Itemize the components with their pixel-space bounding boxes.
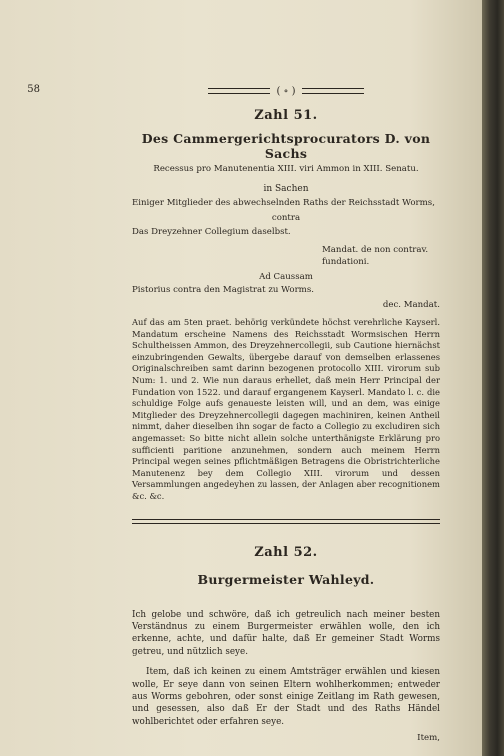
header-ornament: ( ∘ ) [276,85,296,97]
contra-label: contra [271,213,301,223]
header-rule-right [302,88,364,94]
header-rule-left [208,88,270,94]
dec-mandat-note: dec. Mandat. [382,300,440,310]
section-body: Auf das am 5ten praet. behörig verkündete höchst verehrliche Kayserl. Mandatum erscheine Namens des Reichsstadt Wormsischen Herrn Schultheissen Ammon, des Dreyzehnercollegii, sub Cautione hiernächst einzubringenden Gewalts, übergebe darauf von demselben erlassenes Originalschreiben samt darinn bezogenen protocollo XIII. virorum sub Num: 1. und 2. Wie nun daraus erhellet, daß mein Herr Principal der Fundation von 1522. und darauf ergangenem Kayserl. Mandato l. c. die schuldige Folge aufs genaueste leisten will, und an dem, was einige Mitglieder des Dreyzehnercollegii dagegen machiniren, keinen Antheil nimmt, daher dieselben ihn sogar de facto a Collegio zu excludiren sich angemasset: So bitte nicht allein solche unterthänigste Erklärung pro sufficienti paritione anzunehmen, sondern auch meinem Herrn Principal wegen seines pflichtmäßigen Betragens die Obristrichterliche Manutenenz bey dem Collegio XIII. virorum und dessen Versammlungen angedeyhen zu lassen, der Anlagen aber recognitionem &c. &c. [132,317,440,501]
section-body: Ich gelobe und schwöre, daß ich getreulich nach meiner besten Verständnus zu einem Burgermeister erwählen wolle, den ich erkenne, achte, und dafür halte, daß Er gemeiner Stadt Worms getreu, und nützlich seye. [132,609,440,657]
section-number: Zahl 51. [254,108,318,123]
section-number: Zahl 52. [254,544,318,560]
ad-caussam-label: Ad Caussam [259,272,313,282]
party-line: Das Dreyzehner Collegium daselbst. [132,227,291,237]
section-title: Burgermeister Wahleyd. [197,571,375,587]
book-binding [482,0,504,756]
catchword: Item, [417,733,440,744]
party-line: Einiger Mitglieder des abwechselnden Raths der Reichsstadt Worms, [132,198,435,208]
header-ornament-line [132,84,440,98]
page-number: 58 [27,84,40,95]
section-subtitle: Recessus pro Manutenentia XIII. viri Ammon in XIII. Senatu. [153,164,419,174]
section-body: Item, daß ich keinen zu einem Amtsträger erwählen und kiesen wolle, Er seye dann von seinen Eltern wohlherkommen; entweder aus Worms gebohren, oder sonst einige Zeitlang im Rath gewesen, und gesessen, also daß Er der Stadt und des Raths Händel wohlberichtet oder erfahren seye. [132,667,440,727]
section-separator [132,519,440,523]
party-line: Pistorius contra den Magistrat zu Worms. [132,285,314,295]
in-sachen-label: in Sachen [263,184,309,194]
section-title: Des Cammergerichtsprocurators D. von Sachs [141,131,431,161]
page-content [27,84,440,744]
separator-rule [132,519,440,524]
mandat-note: Mandat. de non contrav. fundationi. [322,245,429,267]
